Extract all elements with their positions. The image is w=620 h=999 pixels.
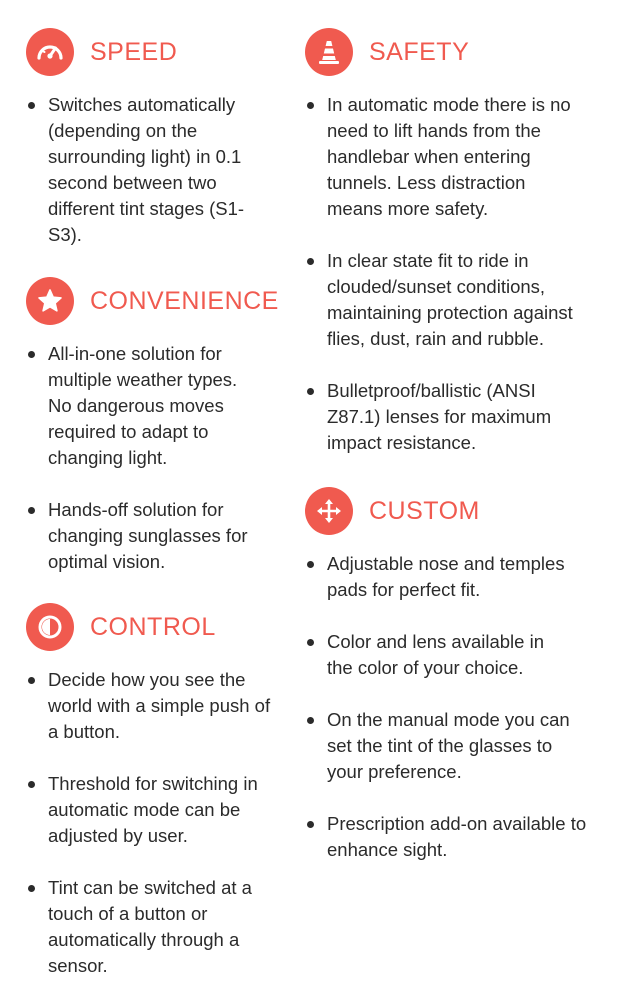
list-item: Hands-off solution for changing sunglasses for optimal vision. (26, 497, 258, 575)
safety-list (305, 92, 605, 456)
move-arrows-icon (305, 487, 353, 535)
star-icon (26, 277, 74, 325)
list-item: All-in-one solution for multiple weather types. No dangerous moves required to adapt to changing light. (26, 341, 258, 471)
convenience-list (26, 341, 286, 575)
convenience-title: CONVENIENCE (90, 286, 279, 315)
custom-title: CUSTOM (369, 496, 480, 525)
list-item: Prescription add-on available to enhance sight. (305, 811, 592, 863)
control-section (26, 601, 286, 979)
speed-title: SPEED (90, 37, 178, 66)
list-item: In clear state fit to ride in clouded/sunset conditions, maintaining protection against flies, dust, rain and rubble. (305, 248, 597, 352)
list-item: Adjustable nose and temples pads for perfect fit. (305, 551, 587, 603)
safety-header (305, 26, 605, 78)
convenience-header (26, 275, 286, 327)
list-item: Bulletproof/ballistic (ANSI Z87.1) lenses for maximum impact resistance. (305, 378, 572, 456)
contrast-icon (26, 603, 74, 651)
speed-list (26, 92, 276, 248)
custom-header (305, 485, 605, 537)
list-item: Switches automatically (depending on the surrounding light) in 0.1 second between two different tint stages (S1-S3). (26, 92, 258, 248)
control-title: CONTROL (90, 612, 216, 641)
list-item: Decide how you see the world with a simple push of a button. (26, 667, 273, 745)
control-header (26, 601, 286, 653)
custom-list (305, 551, 605, 863)
list-item: Threshold for switching in automatic mode can be adjusted by user. (26, 771, 263, 849)
list-item: Tint can be switched at a touch of a button or automatically through a sensor. (26, 875, 258, 979)
speed-header (26, 26, 276, 78)
list-item: In automatic mode there is no need to lift hands from the handlebar when entering tunnels. Less distraction means more safety. (305, 92, 582, 222)
custom-section (305, 485, 605, 863)
convenience-section (26, 275, 286, 575)
control-list (26, 667, 286, 979)
speedometer-icon (26, 28, 74, 76)
traffic-cone-icon (305, 28, 353, 76)
list-item: On the manual mode you can set the tint of the glasses to your preference. (305, 707, 592, 785)
speed-section (26, 26, 276, 248)
list-item: Color and lens available in the color of your choice. (305, 629, 567, 681)
safety-title: SAFETY (369, 37, 470, 66)
safety-section (305, 26, 605, 456)
